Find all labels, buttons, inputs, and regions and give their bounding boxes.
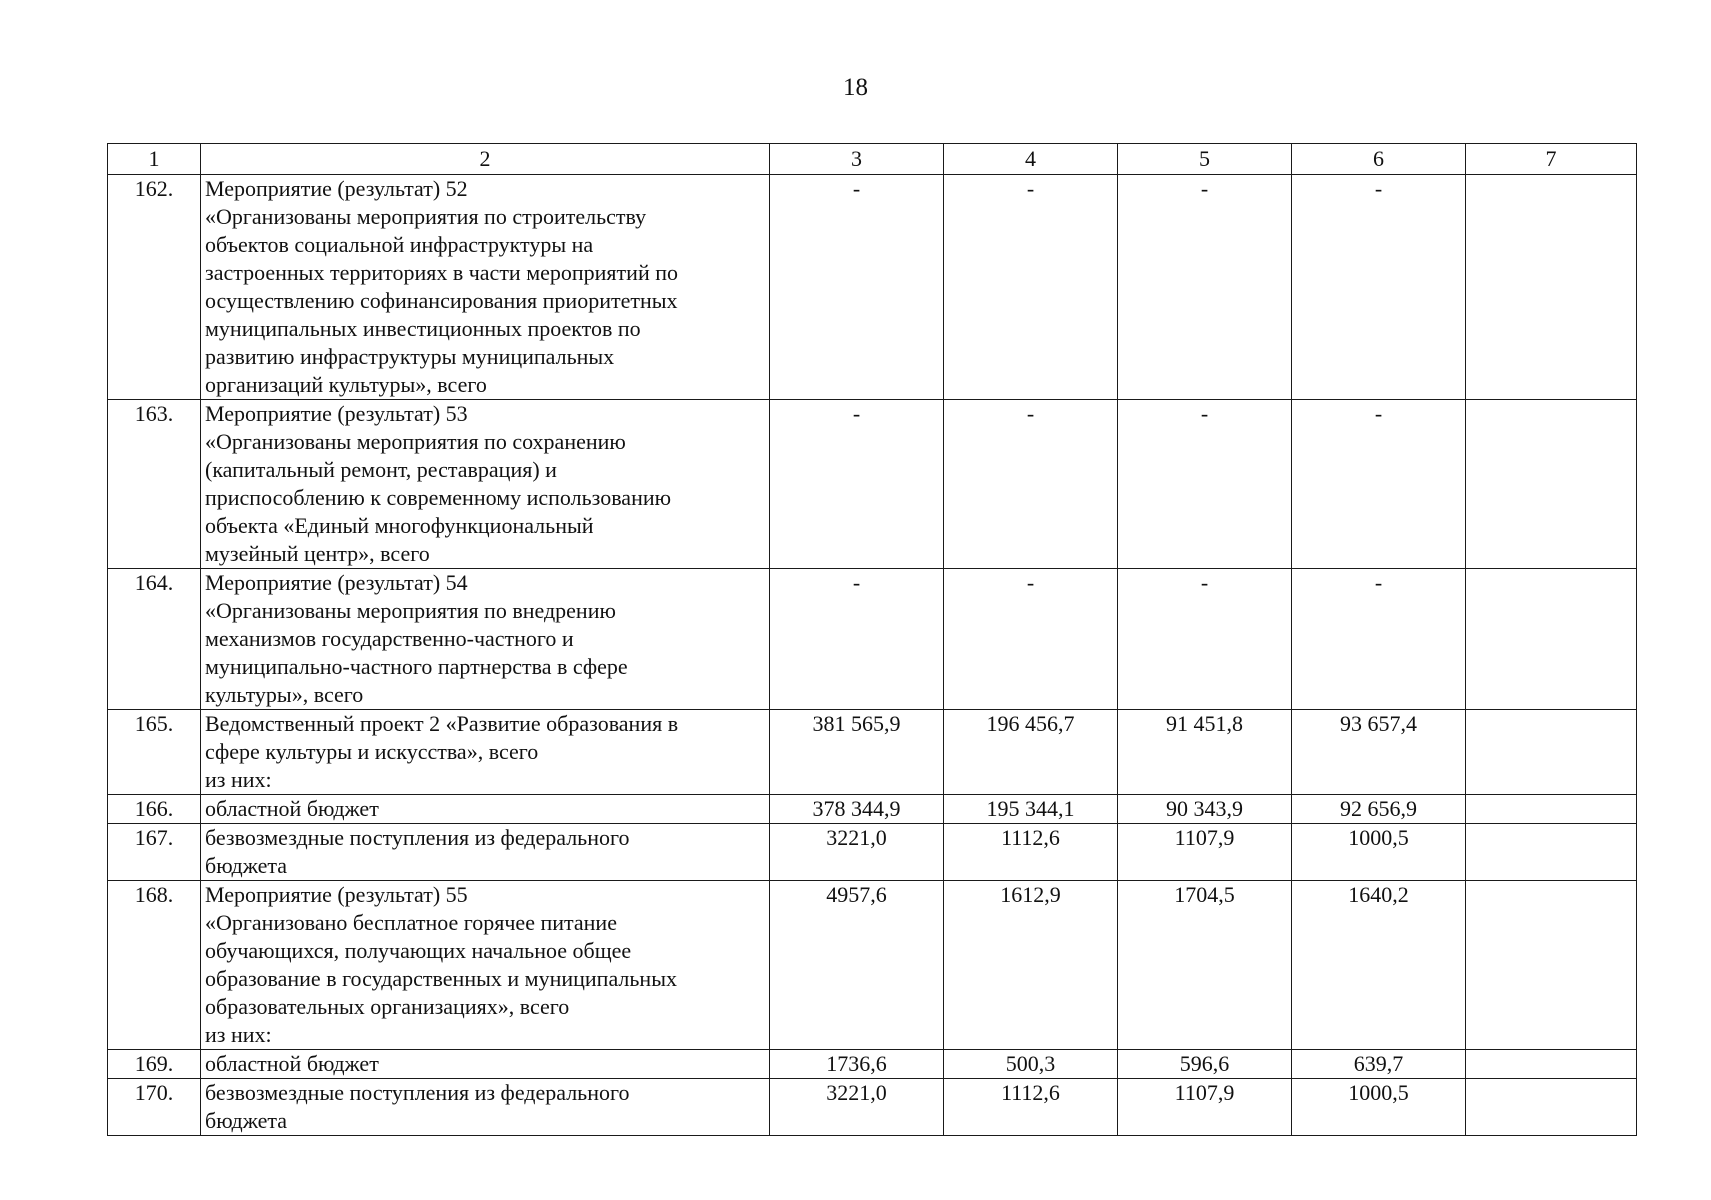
value-col-3: 1736,6 xyxy=(770,1050,944,1079)
description-line: из них: xyxy=(205,767,272,792)
value-col-5: 596,6 xyxy=(1118,1050,1292,1079)
value-col-7 xyxy=(1466,1050,1637,1079)
description-line: «Организованы мероприятия по внедрению xyxy=(205,598,616,623)
description-line: бюджета xyxy=(205,1108,288,1133)
header-col-2: 2 xyxy=(201,144,770,175)
budget-table xyxy=(107,143,1637,1136)
value-col-7 xyxy=(1466,400,1637,569)
value-col-3: 381 565,9 xyxy=(770,710,944,795)
row-description xyxy=(201,824,770,881)
description-line: образовательных организациях», всего xyxy=(205,994,570,1019)
value-col-3: 4957,6 xyxy=(770,881,944,1050)
table-row xyxy=(108,1050,1637,1079)
table-row xyxy=(108,569,1637,710)
table-row xyxy=(108,881,1637,1050)
row-number: 162. xyxy=(108,175,201,400)
description-line: Мероприятие (результат) 54 xyxy=(205,570,468,595)
value-col-7 xyxy=(1466,710,1637,795)
value-col-4: 500,3 xyxy=(944,1050,1118,1079)
value-col-7 xyxy=(1466,881,1637,1050)
table-row xyxy=(108,175,1637,400)
value-col-7 xyxy=(1466,1079,1637,1136)
value-col-5: 91 451,8 xyxy=(1118,710,1292,795)
value-col-4: 195 344,1 xyxy=(944,795,1118,824)
description-line: механизмов государственно-частного и xyxy=(205,626,574,651)
row-description xyxy=(201,795,770,824)
value-col-3: 3221,0 xyxy=(770,824,944,881)
value-col-4: - xyxy=(944,175,1118,400)
description-line: сфере культуры и искусства», всего xyxy=(205,739,539,764)
value-col-7 xyxy=(1466,569,1637,710)
row-description xyxy=(201,1079,770,1136)
value-col-7 xyxy=(1466,824,1637,881)
page-number: 18 xyxy=(843,74,868,101)
description-line: обучающихся, получающих начальное общее xyxy=(205,938,632,963)
row-number: 169. xyxy=(108,1050,201,1079)
value-col-3: - xyxy=(770,569,944,710)
description-line: областной бюджет xyxy=(205,796,379,821)
description-line: из них: xyxy=(205,1022,272,1047)
description-line: Мероприятие (результат) 55 xyxy=(205,882,468,907)
header-col-6: 6 xyxy=(1292,144,1466,175)
row-number: 164. xyxy=(108,569,201,710)
value-col-5: 90 343,9 xyxy=(1118,795,1292,824)
description-line: объекта «Единый многофункциональный xyxy=(205,513,594,538)
table-row xyxy=(108,824,1637,881)
description-line: «Организовано бесплатное горячее питание xyxy=(205,910,617,935)
table-body xyxy=(108,175,1637,1136)
table-row xyxy=(108,795,1637,824)
header-row xyxy=(108,144,1637,175)
value-col-5: - xyxy=(1118,175,1292,400)
value-col-4: 196 456,7 xyxy=(944,710,1118,795)
description-line: музейный центр», всего xyxy=(205,541,430,566)
description-line: бюджета xyxy=(205,853,288,878)
value-col-3: 3221,0 xyxy=(770,1079,944,1136)
description-line: культуры», всего xyxy=(205,682,364,707)
row-number: 165. xyxy=(108,710,201,795)
row-number: 166. xyxy=(108,795,201,824)
value-col-7 xyxy=(1466,795,1637,824)
value-col-3: - xyxy=(770,400,944,569)
value-col-3: - xyxy=(770,175,944,400)
row-number: 163. xyxy=(108,400,201,569)
value-col-5: 1704,5 xyxy=(1118,881,1292,1050)
value-col-6: 639,7 xyxy=(1292,1050,1466,1079)
description-line: областной бюджет xyxy=(205,1051,379,1076)
value-col-7 xyxy=(1466,175,1637,400)
description-line: «Организованы мероприятия по сохранению xyxy=(205,429,626,454)
value-col-6: - xyxy=(1292,569,1466,710)
description-line: осуществлению софинансирования приоритетных xyxy=(205,288,678,313)
description-line: развитию инфраструктуры муниципальных xyxy=(205,344,615,369)
value-col-6: - xyxy=(1292,175,1466,400)
row-number: 167. xyxy=(108,824,201,881)
row-description xyxy=(201,1050,770,1079)
description-line: Мероприятие (результат) 53 xyxy=(205,401,468,426)
header-col-7: 7 xyxy=(1466,144,1637,175)
description-line: муниципально-частного партнерства в сфере xyxy=(205,654,628,679)
value-col-4: 1112,6 xyxy=(944,824,1118,881)
description-line: Ведомственный проект 2 «Развитие образования в xyxy=(205,711,679,736)
value-col-6: 1000,5 xyxy=(1292,1079,1466,1136)
table-row xyxy=(108,400,1637,569)
value-col-5: 1107,9 xyxy=(1118,1079,1292,1136)
value-col-4: - xyxy=(944,569,1118,710)
row-description xyxy=(201,569,770,710)
value-col-4: 1112,6 xyxy=(944,1079,1118,1136)
header-col-4: 4 xyxy=(944,144,1118,175)
value-col-6: - xyxy=(1292,400,1466,569)
description-line: образование в государственных и муниципальных xyxy=(205,966,677,991)
value-col-3: 378 344,9 xyxy=(770,795,944,824)
value-col-4: 1612,9 xyxy=(944,881,1118,1050)
row-number: 168. xyxy=(108,881,201,1050)
description-line: безвозмездные поступления из федерального xyxy=(205,1080,630,1105)
table-header xyxy=(108,144,1637,175)
table-row xyxy=(108,710,1637,795)
row-number: 170. xyxy=(108,1079,201,1136)
header-col-5: 5 xyxy=(1118,144,1292,175)
value-col-4: - xyxy=(944,400,1118,569)
description-line: застроенных территориях в части мероприятий по xyxy=(205,260,678,285)
description-line: организаций культуры», всего xyxy=(205,372,487,397)
description-line: «Организованы мероприятия по строительству xyxy=(205,204,647,229)
description-line: объектов социальной инфраструктуры на xyxy=(205,232,594,257)
description-line: муниципальных инвестиционных проектов по xyxy=(205,316,641,341)
row-description xyxy=(201,710,770,795)
description-line: (капитальный ремонт, реставрация) и xyxy=(205,457,557,482)
header-col-1: 1 xyxy=(108,144,201,175)
value-col-5: 1107,9 xyxy=(1118,824,1292,881)
header-col-3: 3 xyxy=(770,144,944,175)
row-description xyxy=(201,175,770,400)
row-description xyxy=(201,400,770,569)
table-row xyxy=(108,1079,1637,1136)
description-line: приспособлению к современному использованию xyxy=(205,485,672,510)
row-description xyxy=(201,881,770,1050)
value-col-6: 1640,2 xyxy=(1292,881,1466,1050)
value-col-6: 1000,5 xyxy=(1292,824,1466,881)
value-col-5: - xyxy=(1118,400,1292,569)
value-col-5: - xyxy=(1118,569,1292,710)
value-col-6: 93 657,4 xyxy=(1292,710,1466,795)
value-col-6: 92 656,9 xyxy=(1292,795,1466,824)
description-line: Мероприятие (результат) 52 xyxy=(205,176,468,201)
description-line: безвозмездные поступления из федерального xyxy=(205,825,630,850)
